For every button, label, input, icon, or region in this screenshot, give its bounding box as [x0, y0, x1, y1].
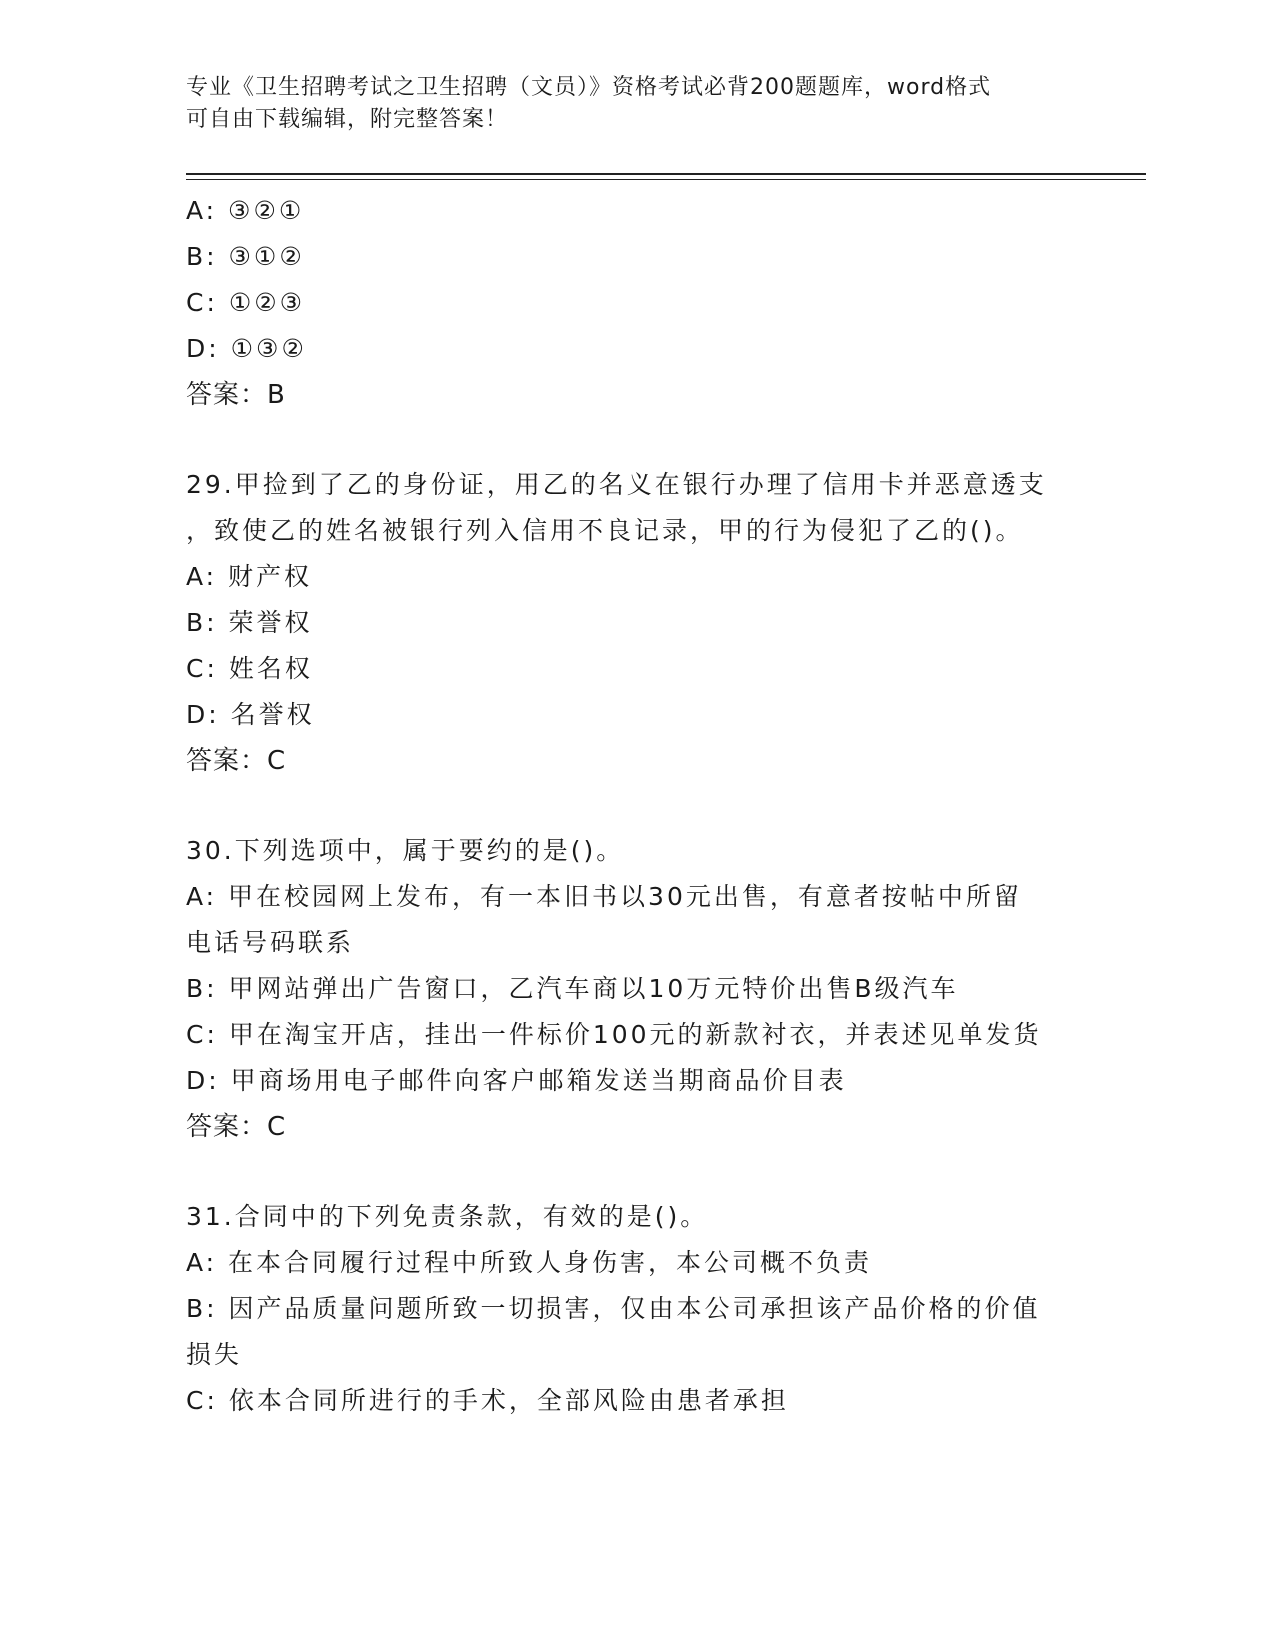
header-line-2: 可自由下载编辑，附完整答案！ [186, 107, 509, 132]
q31-option-a: A: 在本合同履行过程中所致人身伤害，本公司概不负责 [186, 1248, 873, 1277]
q31-option-b-line-1: B: 因产品质量问题所致一切损害，仅由本公司承担该产品价格的价值 [186, 1294, 1041, 1323]
q29-answer: 答案：C [186, 746, 287, 776]
header-line-1: 专业《卫生招聘考试之卫生招聘（文员）》资格考试必背200题题库，word格式 [186, 75, 992, 100]
q30-option-a-line-2: 电话号码联系 [186, 928, 355, 957]
question-31 [186, 1194, 1086, 1424]
question-29 [186, 462, 1086, 784]
q31-option-c: C: 依本合同所进行的手术，全部风险由患者承担 [186, 1386, 789, 1415]
q30-option-d: D: 甲商场用电子邮件向客户邮箱发送当期商品价目表 [186, 1066, 847, 1095]
header-divider-thick [186, 173, 1146, 175]
q29-stem-line-2: ，致使乙的姓名被银行列入信用不良记录，甲的行为侵犯了乙的()。 [186, 516, 1024, 545]
spacer [186, 418, 1086, 462]
q31-option-b-line-2: 损失 [186, 1340, 243, 1369]
question-30 [186, 828, 1086, 1150]
q31-stem: 31.合同中的下列免责条款，有效的是()。 [186, 1202, 709, 1231]
q29-option-b: B: 荣誉权 [186, 608, 313, 637]
q30-answer: 答案：C [186, 1112, 287, 1142]
q28-option-d: D: ①③② [186, 334, 307, 363]
spacer [186, 1150, 1086, 1194]
q30-option-b: B: 甲网站弹出广告窗口，乙汽车商以10万元特价出售B级汽车 [186, 974, 959, 1003]
q28-option-c: C: ①②③ [186, 288, 306, 317]
spacer [186, 784, 1086, 828]
document-header [186, 72, 1086, 136]
header-divider-thin [186, 179, 1146, 180]
q30-stem: 30.下列选项中，属于要约的是()。 [186, 836, 625, 865]
q29-stem-line-1: 29.甲捡到了乙的身份证，用乙的名义在银行办理了信用卡并恶意透支 [186, 470, 1047, 499]
q28-option-a: A: ③②① [186, 196, 305, 225]
q29-option-a: A: 财产权 [186, 562, 313, 591]
q30-option-a-line-1: A: 甲在校园网上发布，有一本旧书以30元出售，有意者按帖中所留 [186, 882, 1022, 911]
q29-option-c: C: 姓名权 [186, 654, 313, 683]
question-content [186, 188, 1086, 1424]
question-28 [186, 188, 1086, 418]
q29-option-d: D: 名誉权 [186, 700, 315, 729]
q30-option-c: C: 甲在淘宝开店，挂出一件标价100元的新款衬衣，并表述见单发货 [186, 1020, 1042, 1049]
q28-answer: 答案：B [186, 380, 286, 410]
q28-option-b: B: ③①② [186, 242, 305, 271]
